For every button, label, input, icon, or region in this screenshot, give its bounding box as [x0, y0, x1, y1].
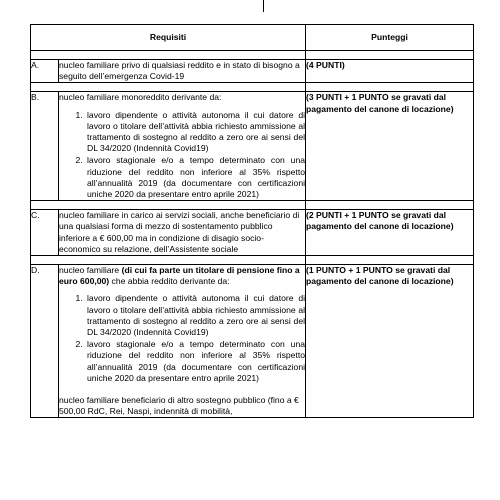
list-item: 2. lavoro stagionale e/o a tempo determinato con una riduzione del reddito non inferiore al 35% rispetto all’annualità 2019 (da documentare con certificazioni uniche 2020 da presentare entro aprile 2021) [85, 155, 305, 200]
table-row [31, 60, 474, 83]
table-row [31, 265, 474, 418]
page-margin-mark [263, 0, 264, 12]
table-row [31, 92, 474, 201]
row-requirement: nucleo familiare privo di qualsiasi reddito e in stato di bisogno a seguito dell’emergenza Covid-19 [59, 60, 306, 83]
row-letter: C. [31, 210, 59, 256]
row-points: (3 PUNTI + 1 PUNTO se gravati dal pagamento del canone di locazione) [306, 92, 474, 201]
header-punteggi: Punteggi [306, 25, 474, 51]
requirement-secondary-text: nucleo familiare beneficiario di altro sostegno pubblico (fino a € 500,00 RdC, Rei, Naspi, indennità di mobilità, [59, 395, 299, 417]
requirement-intro: nucleo familiare monoreddito derivante da: [59, 92, 222, 103]
table-row [31, 210, 474, 256]
list-item: 1. lavoro dipendente o attività autonoma il cui datore di lavoro o titolare dell’attività abbia richiesto ammissione al trattamento di sostegno al reddito a zero ore ai sensi del DL 34/2020 (Indennità Covid19) [85, 110, 305, 155]
table-header-row [31, 25, 474, 51]
requirement-intro [59, 265, 305, 287]
row-requirement [59, 92, 306, 201]
list-item: 2. lavoro stagionale e/o a tempo determinato con una riduzione del reddito non inferiore al 35% rispetto all’annualità 2019 (da documentare con certificazioni uniche 2020 da presentare entro aprile 2021) [85, 339, 305, 384]
row-letter: A. [31, 60, 59, 83]
row-points: (4 PUNTI) [306, 60, 474, 83]
intro-bold-text: (di cui fa parte un titolare di pensione fino a euro 600,00) [59, 265, 300, 287]
row-points: (1 PUNTO + 1 PUNTO se gravati dal pagamento del canone di locazione) [306, 265, 474, 418]
row-points: (2 PUNTI + 1 PUNTO se gravati dal pagamento del canone di locazione) [306, 210, 474, 256]
requirements-table [30, 24, 474, 418]
list-item: 1. lavoro dipendente o attività autonoma il cui datore di lavoro o titolare dell’attività abbia richiesto ammissione al trattamento di sostegno al reddito a zero ore ai sensi del DL 34/2020 (Indennità Covid19) [85, 293, 305, 338]
intro-text-end: che abbia reddito derivante da: [109, 276, 230, 287]
requirement-list [59, 110, 305, 201]
row-requirement: nucleo familiare in carico ai servizi sociali, anche beneficiario di una qualsiasi forma di mezzo di sostentamento pubblico inferiore a € 600,00 ma in condizione di disagio socio-economico su relazione, dell’Assistente sociale [59, 210, 306, 256]
intro-text: nucleo familiare [59, 265, 122, 276]
row-letter: D. [31, 265, 59, 418]
row-requirement [59, 265, 306, 418]
requirement-list [59, 293, 305, 384]
header-requisiti: Requisiti [31, 25, 306, 51]
row-letter: B. [31, 92, 59, 201]
